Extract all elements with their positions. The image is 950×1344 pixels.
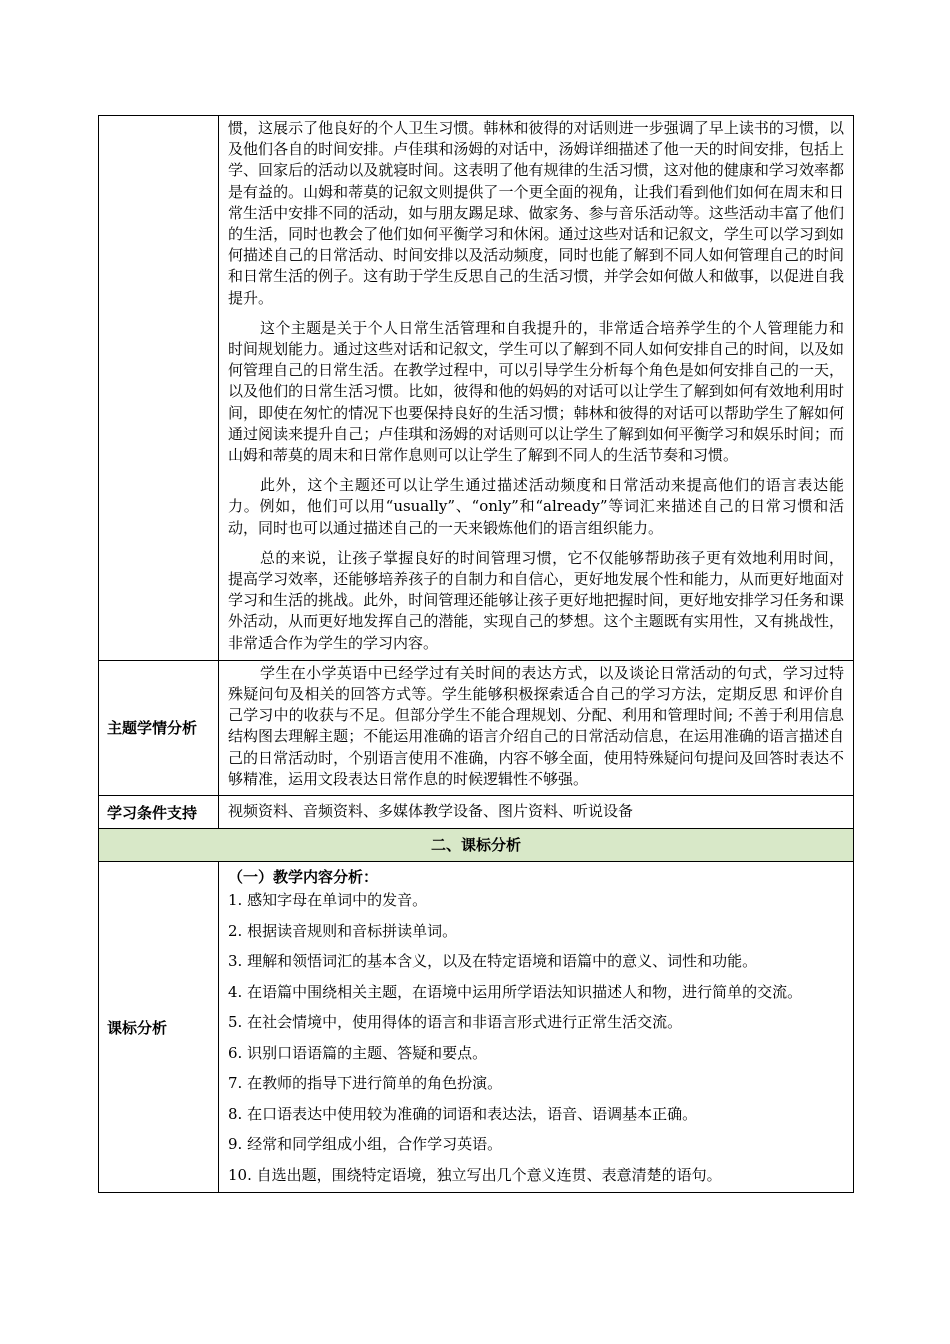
lesson-plan-table: [98, 115, 854, 1193]
intro-paragraph-3: 此外，这个主题还可以让学生通过描述活动频度和日常活动来提高他们的语言表达能力。例如，他们可以用“usually”、“only”和“already”等词汇来描述自己的日常习惯和活动，同时也可以通过描述自己的一天来锻炼他们的语言组织能力。: [228, 476, 844, 537]
intro-paragraph-4: 总的来说，让孩子掌握良好的时间管理习惯，它不仅能够帮助孩子更有效地利用时间，提高学习效率，还能够培养孩子的自制力和自信心，更好地发展个性和能力，从而更好地面对学习和生活的挑战。此外，时间管理还能够让孩子更好地把握时间，更好地安排学习任务和课外活动，从而更好地发挥自己的潜能，实现自己的梦想。这个主题既有实用性，又有挑战性，非常适合作为学生的学习内容。: [228, 548, 844, 652]
intro-paragraph-2: 这个主题是关于个人日常生活管理和自我提升的，非常适合培养学生的个人管理能力和时间规划能力。通过这些对话和记叙文，学生可以了解到不同人如何安排自己的时间，以及如何管理自己的日常生活。在教学过程中，可以引导学生分析每个角色是如何安排自己的一天，以及他们的日常生活习惯。比如，彼得和他的妈妈的对话可以让学生了解到如何有效地利用时间，即使在匆忙的情况下也要保持良好的生活习惯；韩林和彼得的对话可以帮助学生了解如何通过阅读来提升自己；卢佳琪和汤姆的对话则可以让学生了解到如何平衡学习和娱乐时间；而山姆和蒂莫的周末和日常作息则可以让学生了解到不同人的生活节奏和习惯。: [228, 318, 844, 465]
learner-analysis-row: [99, 660, 854, 795]
section-heading-row: [99, 829, 854, 862]
learner-analysis-cell: [219, 660, 854, 795]
conditions-text: 视频资料、音频资料、多媒体教学设备、图片资料、听说设备: [219, 796, 854, 829]
standards-item-9: 9. 经常和同学组成小组，合作学习英语。: [228, 1135, 503, 1154]
learner-analysis-text: 学生在小学英语中已经学过有关时间的表达方式，以及谈论日常活动的句式，学习过特殊疑问句及相关的回答方式等。学生能够积极探索适合自己的学习方法，定期反思 和评价自己学习中的收获与不足。但部分学生不能合理规划、分配、利用和管理时间; 不善于利用信息结构图去理解主题；不能运用准确的语言介绍自己的日常活动信息，在运用准确的语言描述自己的日常活动时，个别语言使用不准确，内容不够全面，使用特殊疑问句提问及回答时表达不够精准，运用文段表达日常作息的时候逻辑性不够强。: [228, 663, 844, 788]
standards-item-2: 2. 根据读音规则和音标拼读单词。: [228, 921, 458, 940]
conditions-label: 学习条件支持: [99, 796, 219, 829]
learner-analysis-label: 主题学情分析: [99, 660, 219, 795]
conditions-row: [99, 796, 854, 829]
standards-item-8: 8. 在口语表达中使用较为准确的词语和表达法，语音、语调基本正确。: [228, 1104, 698, 1123]
section-heading: 二、课标分析: [99, 829, 854, 862]
standards-cell: [219, 862, 854, 1193]
standards-item-4: 4. 在语篇中围绕相关主题，在语境中运用所学语法知识描述人和物，进行简单的交流。: [228, 982, 803, 1001]
standards-item-10: 10. 自选出题，围绕特定语境，独立写出几个意义连贯、表意清楚的语句。: [228, 1165, 722, 1184]
standards-item-3: 3. 理解和领悟词汇的基本含义，以及在特定语境和语篇中的意义、词性和功能。: [228, 952, 758, 971]
standards-subheading: （一）教学内容分析：: [228, 868, 379, 887]
standards-item-5: 5. 在社会情境中，使用得体的语言和非语言形式进行正常生活交流。: [228, 1013, 683, 1032]
standards-item-6: 6. 识别口语语篇的主题、答疑和要点。: [228, 1043, 488, 1062]
intro-row: [99, 116, 854, 661]
standards-item-7: 7. 在教师的指导下进行简单的角色扮演。: [228, 1074, 503, 1093]
standards-row: [99, 862, 854, 1193]
standards-label: 课标分析: [99, 862, 219, 1193]
intro-paragraph-1: 惯，这展示了他良好的个人卫生习惯。韩林和彼得的对话则进一步强调了早上读书的习惯，以及他们各自的时间安排。卢佳琪和汤姆的对话中，汤姆详细描述了他一天的时间安排，包括上学、回家后的活动以及就寝时间。这表明了他有规律的生活习惯，这对他的健康和学习效率都是有益的。山姆和蒂莫的记叙文则提供了一个更全面的视角，让我们看到他们如何在周末和日常生活中安排不同的活动，如与朋友踢足球、做家务、参与音乐活动等。这些活动丰富了他们的生活，同时也教会了他们如何平衡学习和休闲。通过这些对话和记叙文，学生可以学习到如何描述自己的日常活动、时间安排以及活动频度，同时也能了解到不同人如何管理自己的时间和日常生活的例子。这有助于学生反思自己的生活习惯，并学会如何做人和做事，以促进自我提升。: [228, 119, 844, 307]
intro-label-cell: [99, 116, 219, 661]
standards-item-1: 1. 感知字母在单词中的发音。: [228, 891, 428, 910]
intro-content-cell: [219, 116, 854, 661]
